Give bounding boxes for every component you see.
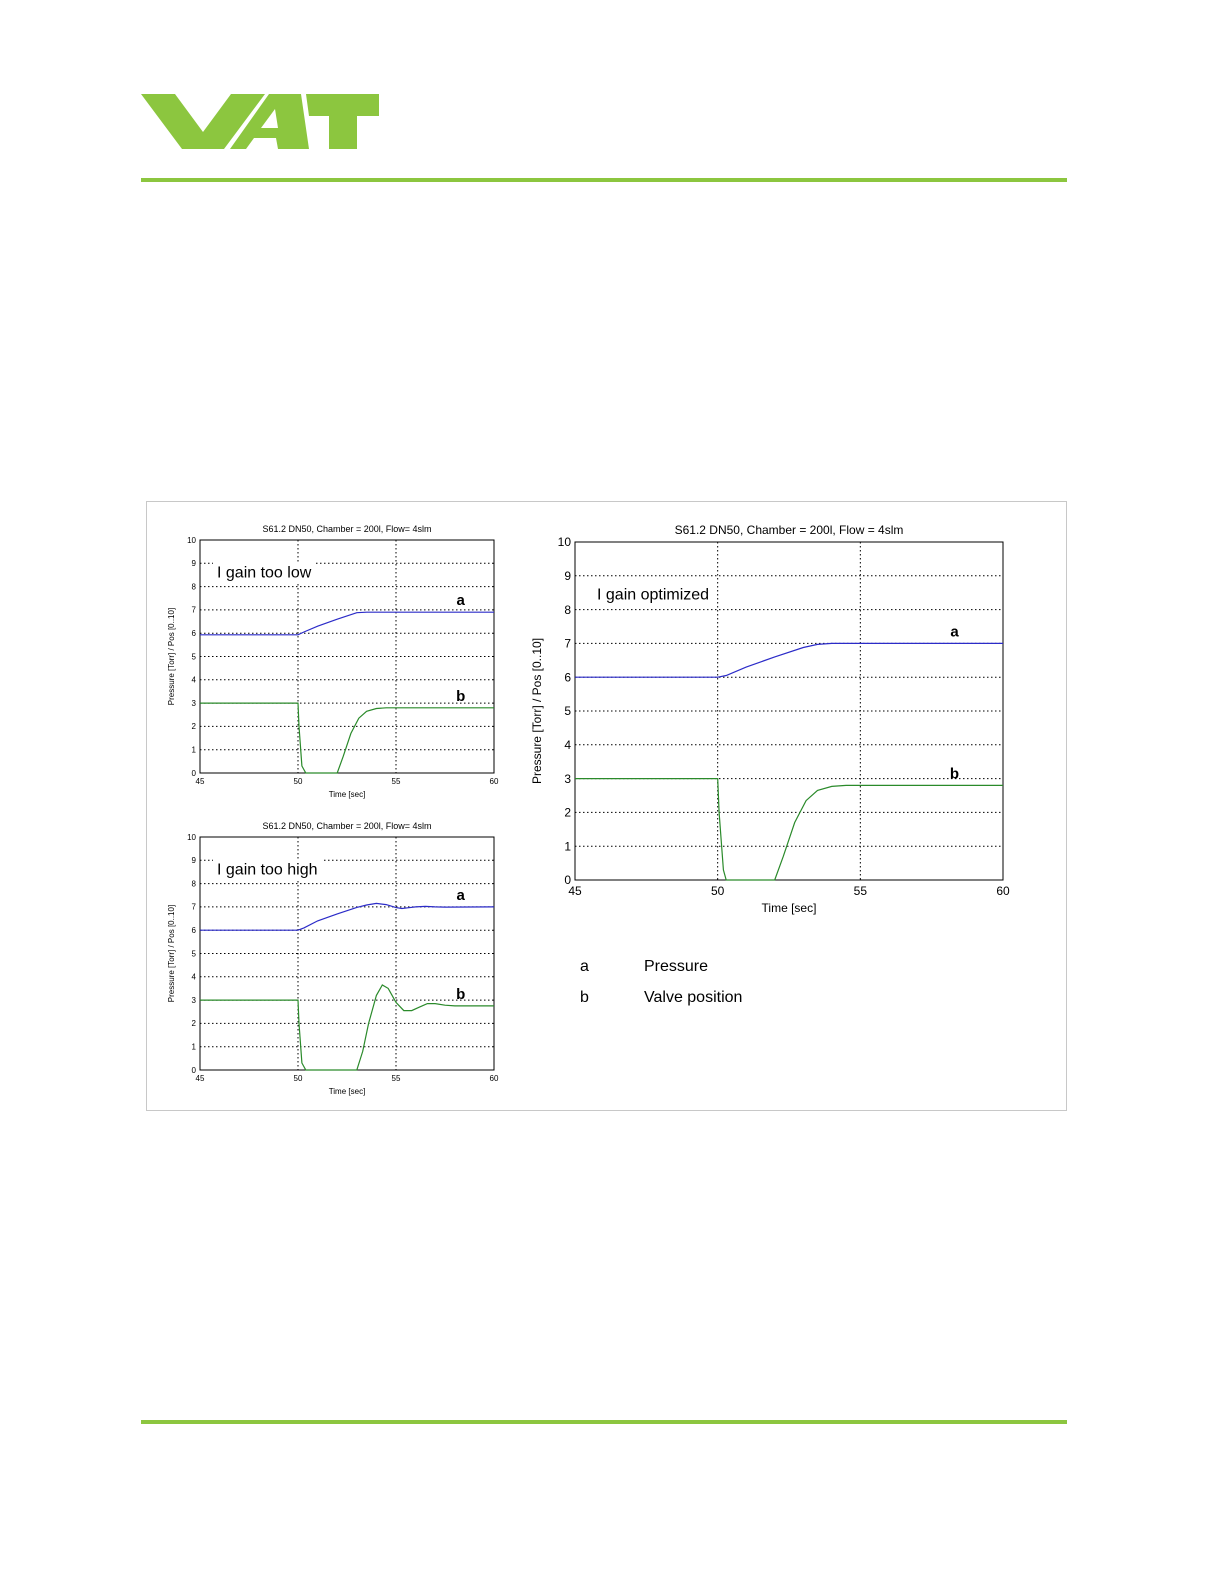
legend-item-valve-position: [580, 986, 880, 1017]
legend-label: Pressure: [644, 958, 709, 975]
series-label-b: b: [949, 765, 960, 783]
series-label-b: b: [456, 687, 466, 705]
x-tick-label: 45: [568, 884, 582, 898]
series-label-b: b: [456, 985, 466, 1003]
y-tick-label: 9: [564, 569, 571, 583]
chart-annotation: I gain too high: [217, 861, 318, 879]
y-tick-label: 5: [564, 704, 571, 719]
y-tick-label: 9: [191, 856, 196, 866]
y-tick-label: 4: [564, 738, 571, 752]
y-tick-label: 3: [191, 698, 196, 708]
series-label-a: a: [456, 886, 465, 904]
y-tick-label: 8: [191, 582, 196, 592]
y-tick-label: 2: [191, 1019, 196, 1029]
x-tick-label: 55: [391, 1074, 401, 1083]
y-tick-label: 6: [191, 926, 196, 935]
y-tick-label: 7: [191, 605, 196, 615]
y-tick-label: 9: [191, 559, 196, 569]
y-tick-label: 8: [191, 879, 196, 889]
x-tick-label: 50: [293, 777, 303, 786]
y-tick-label: 10: [557, 535, 571, 550]
y-tick-label: 0: [191, 1065, 196, 1075]
series-label-a: a: [456, 592, 465, 610]
y-tick-label: 2: [564, 805, 571, 820]
y-tick-label: 6: [191, 629, 196, 638]
series-line-pressure: [200, 903, 494, 930]
x-tick-label: 55: [853, 884, 868, 898]
series-line-valve-position: [575, 779, 1003, 880]
y-tick-label: 5: [191, 949, 196, 959]
chart-title: S61.2 DN50, Chamber = 200l, Flow= 4slm: [262, 524, 432, 534]
logo-letter-t: [306, 94, 379, 149]
vat-logo: [141, 94, 379, 149]
chart-annotation: I gain optimized: [597, 586, 710, 604]
y-tick-label: 1: [191, 745, 196, 755]
x-tick-label: 50: [710, 884, 725, 898]
header-rule: [141, 178, 1067, 182]
y-tick-label: 10: [187, 535, 196, 545]
y-tick-label: 10: [187, 832, 196, 842]
chart-annotation: I gain too low: [217, 564, 312, 582]
chart-title: S61.2 DN50, Chamber = 200l, Flow= 4slm: [262, 821, 432, 831]
chart-title: S61.2 DN50, Chamber = 200l, Flow = 4slm: [674, 523, 904, 537]
y-tick-label: 6: [564, 670, 571, 685]
legend-key: b: [580, 989, 589, 1006]
x-tick-label: 60: [489, 1074, 499, 1083]
x-axis-label: Time [sec]: [761, 901, 817, 915]
x-axis-label: Time [sec]: [328, 1087, 366, 1096]
y-tick-label: 3: [564, 771, 571, 786]
series-line-valve-position: [200, 985, 494, 1070]
y-tick-label: 8: [564, 602, 571, 617]
y-tick-label: 1: [191, 1042, 196, 1052]
series-label-a: a: [950, 623, 959, 641]
x-axis-label: Time [sec]: [328, 790, 366, 799]
y-tick-label: 4: [191, 675, 196, 685]
x-tick-label: 45: [195, 777, 205, 786]
series-line-pressure: [575, 643, 1003, 677]
y-axis-label: Pressure [Torr] / Pos [0..10]: [530, 637, 544, 785]
series-line-valve-position: [200, 703, 494, 773]
x-tick-label: 60: [996, 884, 1010, 898]
y-tick-label: 0: [191, 768, 196, 778]
y-axis-label: Pressure [Torr] / Pos [0..10]: [167, 904, 176, 1003]
series-line-pressure: [200, 612, 494, 635]
legend-key: a: [580, 958, 589, 975]
legend-label: Valve position: [644, 989, 743, 1006]
x-tick-label: 60: [489, 777, 499, 786]
chart-gain-too-low: [152, 514, 506, 817]
x-tick-label: 50: [293, 1074, 303, 1083]
y-tick-label: 2: [191, 722, 196, 732]
legend-item-pressure: [580, 955, 880, 986]
x-tick-label: 45: [195, 1074, 205, 1083]
y-tick-label: 3: [191, 995, 196, 1005]
footer-rule: [141, 1420, 1067, 1424]
y-axis-label: Pressure [Torr] / Pos [0..10]: [167, 607, 176, 706]
y-tick-label: 5: [191, 652, 196, 662]
y-tick-label: 7: [191, 902, 196, 912]
y-tick-label: 7: [564, 636, 571, 651]
chart-gain-optimized: [527, 516, 1015, 924]
y-tick-label: 1: [564, 839, 571, 854]
x-tick-label: 55: [391, 777, 401, 786]
chart-gain-too-high: [152, 811, 506, 1114]
legend: [580, 955, 880, 1017]
y-tick-label: 0: [564, 873, 571, 888]
y-tick-label: 4: [191, 972, 196, 982]
